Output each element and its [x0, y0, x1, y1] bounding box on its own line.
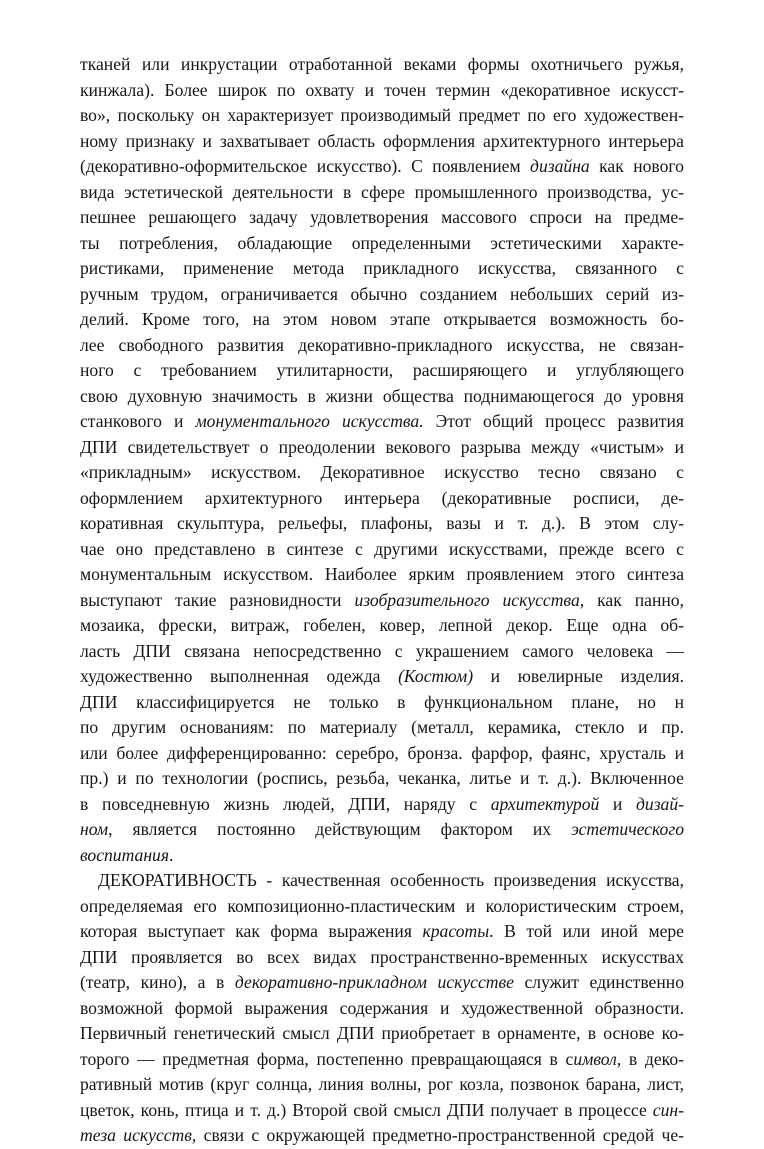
line-segment: и ювелирные изделия. — [473, 666, 684, 686]
line-segment: художественно выполненная одежда — [80, 666, 399, 686]
text-line — [80, 129, 684, 155]
italic-term: архитектурой — [490, 793, 600, 814]
line-segment: «прикладным» искусством. Декоративное искусство тесно связано с — [80, 462, 684, 482]
text-line — [80, 511, 684, 537]
text-line — [80, 358, 684, 384]
document-page — [80, 52, 684, 1149]
italic-term: изобразительного искусства, — [354, 589, 585, 610]
line-segment: ДПИ свидетельствует о преодолении векового разрыва между «чистым» и — [80, 436, 684, 457]
line-segment: станкового и — [80, 411, 196, 431]
line-segment: как нового — [589, 156, 684, 176]
text-line — [80, 664, 684, 690]
line-segment: возможной формой выражения содержания и художественной образности. — [80, 997, 684, 1018]
text-line — [80, 945, 684, 971]
line-segment: и — [599, 793, 636, 814]
line-segment: ручным трудом, ограничивается обычно созданием небольших серий из- — [80, 283, 684, 304]
line-segment: ративный мотив (круг солнца, линия волны, рог козла, позвонок барана, лист, — [80, 1074, 684, 1094]
paragraph-last-line — [80, 843, 684, 869]
line-segment: связи с окружающей предметно-пространственной средой че- — [196, 1125, 684, 1145]
line-segment: лее свободного развития декоративно-прикладного искусства, не связан- — [80, 334, 684, 355]
italic-term: (Костюм) — [398, 666, 474, 686]
line-segment: по другим основаниям: по материалу (металл, керамика, стекло и пр. — [80, 717, 684, 737]
line-segment: Первичный генетический смысл ДПИ приобретает в орнаменте, в основе ко- — [80, 1023, 684, 1043]
text-line — [80, 817, 684, 843]
line-segment: . — [169, 844, 174, 865]
line-segment: кинжала). Более широк по охвату и точен термин «декоративное искусст- — [80, 79, 684, 100]
italic-term: теза искусств, — [80, 1125, 197, 1145]
text-line — [80, 792, 684, 818]
line-segment: мозаика, фрески, витраж, гобелен, ковер, лепной декор. Еще одна об- — [80, 615, 684, 635]
text-line — [80, 970, 684, 996]
entry-heading-line — [80, 868, 684, 894]
line-segment: которая выступает как форма выражения — [80, 921, 423, 941]
italic-term: воспитания — [80, 844, 170, 865]
text-line — [80, 996, 684, 1022]
line-segment: выступают такие разновидности — [80, 589, 355, 610]
text-line — [80, 613, 684, 639]
line-segment: . В той или иной мере — [489, 921, 684, 941]
italic-term: красоты — [422, 921, 490, 941]
italic-term: дизайна — [530, 156, 590, 176]
line-segment: чае оно представлено в синтезе с другими искусствами, прежде всего с — [80, 538, 684, 559]
italic-term: имвол — [573, 1048, 617, 1069]
line-segment: ласть ДПИ связана непосредственно с украшением самого человека — — [80, 640, 684, 661]
line-segment: ДПИ проявляется во всех видах пространственно-временных искусствах — [80, 946, 684, 967]
line-segment: в повседневную жизнь людей, ДПИ, наряду с — [80, 793, 491, 814]
text-line — [80, 741, 684, 767]
line-segment: ристиками, применение метода прикладного искусства, связанного с — [80, 258, 684, 278]
line-segment: пешнее решающего задачу удовлетворения массового спроси на предме- — [80, 207, 684, 227]
line-segment: пр.) и по технологии (роспись, резьба, чеканка, литье и т. д.). Включенное — [80, 768, 684, 788]
text-line — [80, 78, 684, 104]
text-line — [80, 919, 684, 945]
line-segment: , является постоянно действующим фактором их — [108, 819, 572, 839]
line-segment: или более дифференцированно: серебро, бронза. фарфор, фаянс, хрусталь и — [80, 742, 684, 763]
line-segment: (театр, кино), а в — [80, 972, 235, 992]
line-segment: тканей или инкрустации отработанной веками формы охотничьего ружья, — [80, 54, 684, 74]
text-line — [80, 460, 684, 486]
text-line — [80, 409, 684, 435]
line-segment: делий. Кроме того, на этом новом этапе открывается возможность бо- — [80, 309, 684, 329]
line-segment: как панно, — [584, 589, 685, 610]
text-line — [80, 1047, 684, 1073]
line-segment: Этот общий процесс развития — [423, 411, 684, 431]
line-segment: торого — предметная форма, постепенно превращающаяся в с — [80, 1048, 574, 1069]
text-line — [80, 333, 684, 359]
line-segment: цветок, конь, птица и т. д.) Второй свой смысл ДПИ получает в процессе — [80, 1099, 653, 1120]
line-segment: , в деко- — [616, 1048, 684, 1069]
text-line — [80, 282, 684, 308]
text-line — [80, 231, 684, 257]
line-segment: ты потребления, обладающие определенными эстетическими характе- — [80, 232, 684, 253]
text-line — [80, 639, 684, 665]
text-line — [80, 103, 684, 129]
italic-term: монументального искусства. — [195, 411, 424, 431]
text-line — [80, 486, 684, 512]
line-segment: определяемая его композиционно-пластическим и колористическим строем, — [80, 895, 684, 916]
text-line — [80, 307, 684, 333]
text-line — [80, 715, 684, 741]
line-segment: ного с требованием утилитарности, расширяющего и углубляющего — [80, 360, 684, 380]
line-segment: вида эстетической деятельности в сфере промышленного производства, ус- — [80, 181, 684, 202]
text-line — [80, 537, 684, 563]
line-segment: служит единственно — [513, 972, 684, 992]
line-segment: свою духовную значимость в жизни общества поднимающегося до уровня — [80, 385, 684, 406]
line-segment: оформлением архитектурного интерьера (декоративные росписи, де- — [80, 487, 684, 508]
text-line — [80, 384, 684, 410]
text-line — [80, 1021, 684, 1047]
text-line — [80, 256, 684, 282]
line-segment: ДЕКОРАТИВНОСТЬ - качественная особенность произведения искусства, — [98, 870, 684, 890]
line-segment: монументальным искусством. Наиболее ярким проявлением этого синтеза — [80, 564, 684, 584]
text-line — [80, 690, 684, 716]
text-line — [80, 766, 684, 792]
italic-term: син- — [652, 1099, 684, 1120]
line-segment: ДПИ классифицируется не только в функциональном плане, но н — [80, 691, 684, 712]
text-line — [80, 180, 684, 206]
line-segment: (декоративно-оформительское искусство). С появлением — [80, 156, 531, 176]
text-line — [80, 1072, 684, 1098]
text-line — [80, 1123, 684, 1149]
line-segment: коративная скульптура, рельефы, плафоны, вазы и т. д.). В этом слу- — [80, 513, 684, 533]
line-segment: ному признаку и захватывает область оформления архитектурного интерьера — [80, 130, 684, 151]
italic-term: декоративно-прикладном искусстве — [234, 972, 514, 992]
italic-term: эстетического — [571, 819, 684, 839]
text-line — [80, 205, 684, 231]
text-line — [80, 435, 684, 461]
text-line — [80, 894, 684, 920]
text-line — [80, 588, 684, 614]
italic-term: ном — [80, 819, 109, 839]
line-segment: во», поскольку он характеризует производимый предмет по его художествен- — [80, 105, 684, 125]
text-line — [80, 562, 684, 588]
text-line — [80, 52, 684, 78]
text-line — [80, 1098, 684, 1124]
italic-term: дизай- — [636, 793, 685, 814]
text-line — [80, 154, 684, 180]
